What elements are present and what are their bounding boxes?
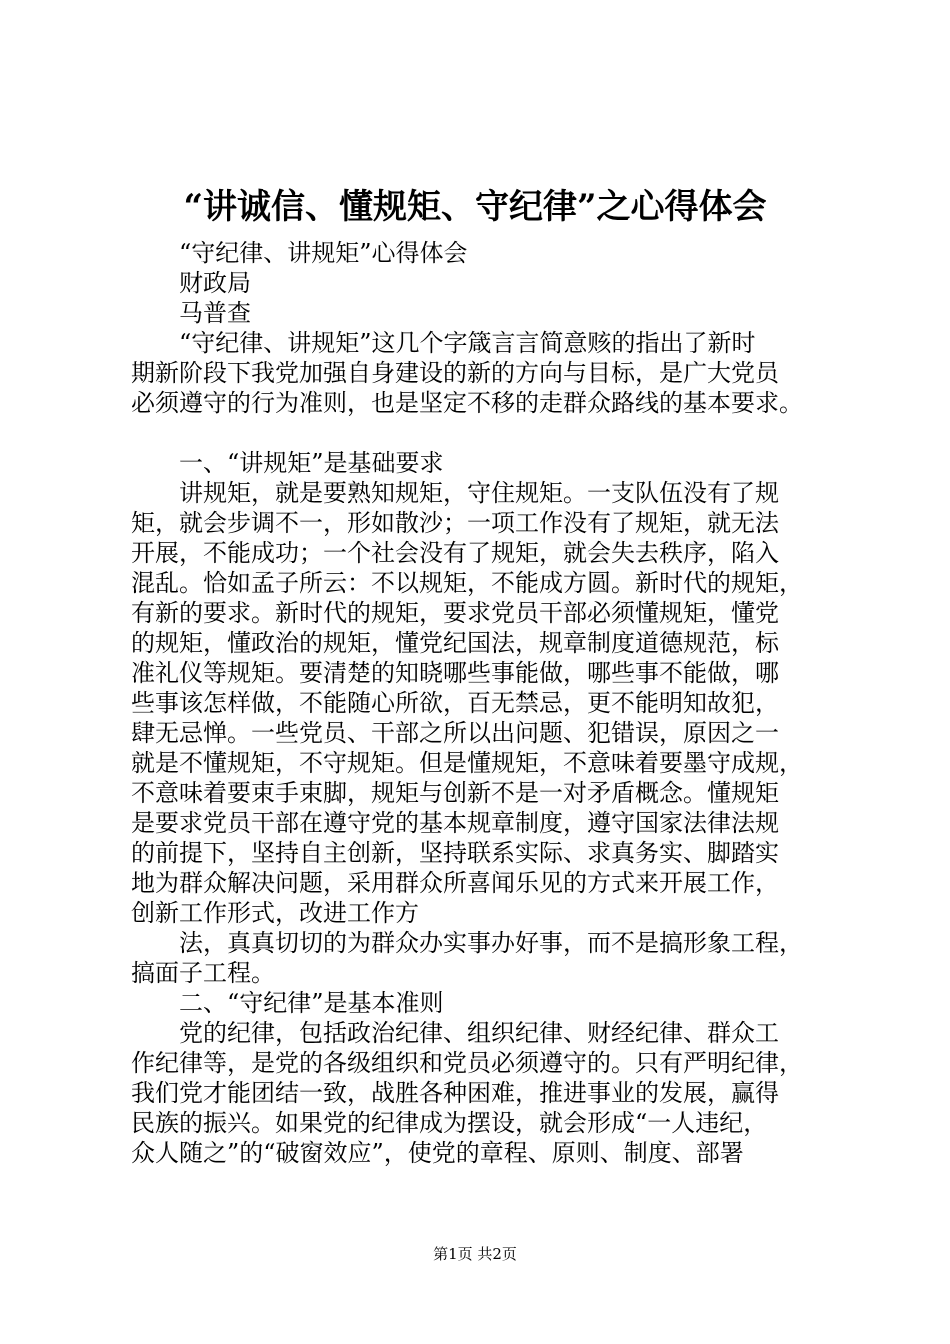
author-line: 马普查 [179, 299, 251, 327]
paragraph-line: 期新阶段下我党加强自身建设的新的方向与目标，是广大党员 [131, 359, 779, 387]
section2-paragraph [131, 1018, 831, 1168]
paragraph-line: 搞面子工程。 [131, 959, 275, 987]
paragraph-line: “守纪律、讲规矩”这几个字箴言言简意赅的指出了新时 [179, 329, 756, 357]
paragraph-line: 是要求党员干部在遵守党的基本规章制度，遵守国家法律法规 [131, 809, 779, 837]
paragraph-line: 我们党才能团结一致，战胜各种困难，推进事业的发展，赢得 [131, 1079, 779, 1107]
section-heading: 一、“讲规矩”是基础要求 [179, 449, 444, 477]
paragraph-line: 开展，不能成功；一个社会没有了规矩，就会失去秩序，陷入 [131, 539, 779, 567]
blank-line [131, 418, 831, 448]
paragraph-line: 肆无忌惮。一些党员、干部之所以出问题、犯错误，原因之一 [131, 719, 779, 747]
section1-paragraph [131, 478, 831, 928]
paragraph-line: 不意味着要束手束脚，规矩与创新不是一对矛盾概念。懂规矩 [131, 779, 779, 807]
paragraph-line: 作纪律等，是党的各级组织和党员必须遵守的。只有严明纪律， [131, 1049, 803, 1077]
section-heading: 二、“守纪律”是基本准则 [179, 989, 444, 1017]
paragraph-line: 的前提下，坚持自主创新，坚持联系实际、求真务实、脚踏实 [131, 839, 779, 867]
paragraph-line: 矩，就会步调不一，形如散沙；一项工作没有了规矩，就无法 [131, 509, 779, 537]
paragraph-line: 众人随之”的“破窗效应”，使党的章程、原则、制度、部署 [131, 1139, 744, 1167]
document-subtitle: “守纪律、讲规矩”心得体会 [179, 239, 468, 267]
paragraph-line: 地为群众解决问题，采用群众所喜闻乐见的方式来开展工作， [131, 869, 779, 897]
paragraph-line: 必须遵守的行为准则，也是坚定不移的走群众路线的基本要求。 [131, 389, 803, 417]
document-title: “讲诚信、懂规矩、守纪律”之心得体会 [183, 187, 767, 227]
page-footer: 第1页 共2页 [433, 1245, 517, 1263]
paragraph-line: 混乱。恰如孟子所云：不以规矩，不能成方圆。新时代的规矩， [131, 569, 803, 597]
paragraph-line: 有新的要求。新时代的规矩，要求党员干部必须懂规矩，懂党 [131, 599, 779, 627]
paragraph-line: 些事该怎样做，不能随心所欲，百无禁忌，更不能明知故犯， [131, 689, 779, 717]
paragraph-line: 讲规矩，就是要熟知规矩，守住规矩。一支队伍没有了规 [179, 479, 779, 507]
paragraph-line: 就是不懂规矩，不守规矩。但是懂规矩，不意味着要墨守成规， [131, 749, 803, 777]
paragraph-line: 党的纪律，包括政治纪律、组织纪律、财经纪律、群众工 [179, 1019, 779, 1047]
department-line: 财政局 [179, 269, 251, 297]
paragraph-line: 的规矩，懂政治的规矩，懂党纪国法，规章制度道德规范，标 [131, 629, 779, 657]
paragraph-line: 法，真真切切的为群众办实事办好事，而不是搞形象工程， [179, 929, 803, 957]
document-body [131, 238, 831, 1168]
paragraph-line: 民族的振兴。如果党的纪律成为摆设，就会形成“一人违纪， [131, 1109, 768, 1137]
paragraph-line: 创新工作形式，改进工作方 [131, 899, 419, 927]
paragraph-line: 准礼仪等规矩。要清楚的知晓哪些事能做，哪些事不能做，哪 [131, 659, 779, 687]
intro-paragraph [131, 328, 831, 418]
section1-continuation [131, 928, 831, 988]
